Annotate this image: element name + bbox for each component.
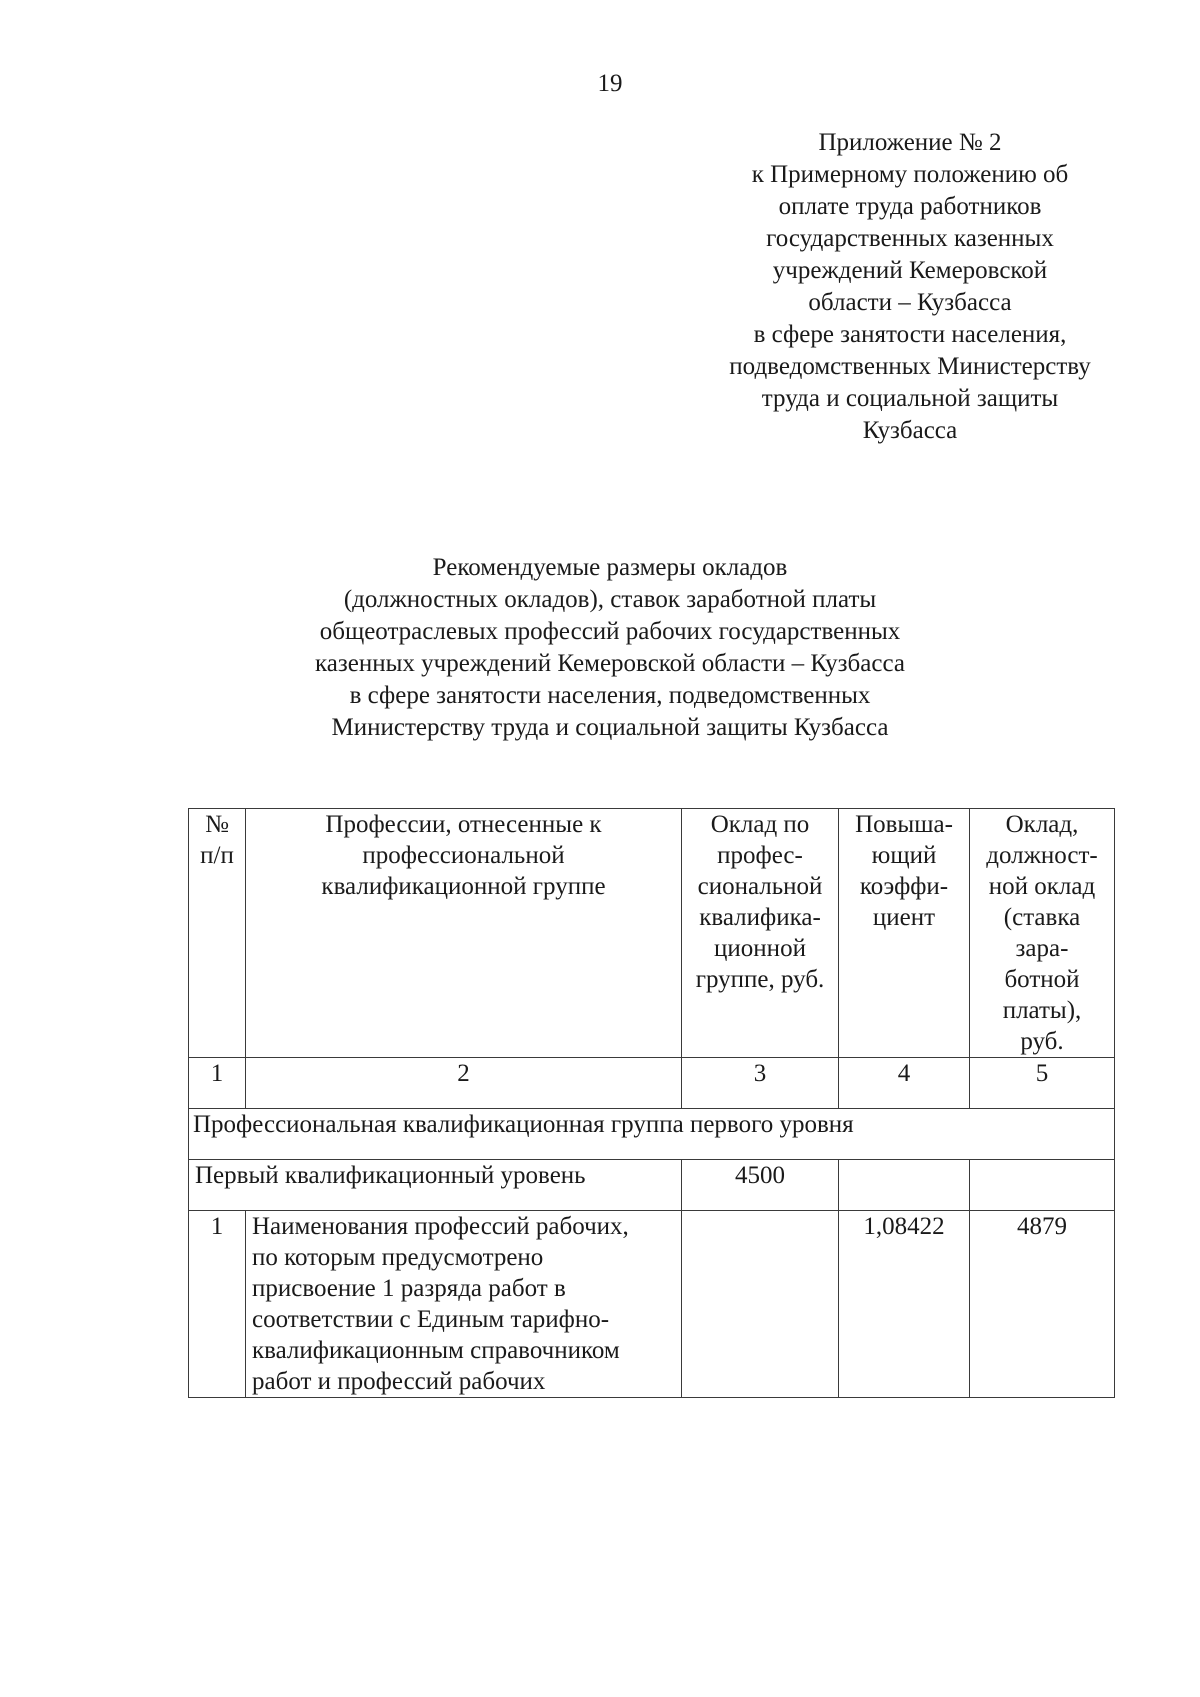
title-line: общеотраслевых профессий рабочих государственных — [319, 618, 901, 645]
group-title: Профессиональная квалификационная группа первого уровня — [189, 1109, 1115, 1160]
appendix-line: учреждений Кемеровской — [772, 257, 1048, 284]
appendix-header — [700, 127, 1120, 447]
title-line: Рекомендуемые размеры окладов — [432, 554, 788, 581]
title-line: Министерству труда и социальной защиты Кузбасса — [331, 714, 889, 741]
group-row — [189, 1109, 1115, 1160]
appendix-line: Приложение № 2 — [818, 129, 1002, 156]
table-header-row — [189, 809, 1115, 1058]
header-profession: Профессии, отнесенные к профессиональной квалификационной группе — [246, 809, 682, 1058]
appendix-line: государственных казенных — [766, 225, 1054, 252]
salary-table — [188, 808, 1115, 1398]
level-base-salary: 4500 — [682, 1160, 839, 1211]
column-number: 2 — [246, 1058, 682, 1109]
header-base-salary: Оклад по профес- сиональной квалифика- ционной группе, руб. — [682, 809, 839, 1058]
level-coefficient — [839, 1160, 970, 1211]
page-number: 19 — [597, 70, 623, 97]
row-profession: Наименования профессий рабочих, по которым предусмотрено присвоение 1 разряда работ в соответствии с Единым тарифно- квалификационным справочником работ и профессий рабочих — [246, 1211, 682, 1398]
header-salary: Оклад, должност- ной оклад (ставка зара- ботной платы), руб. — [970, 809, 1115, 1058]
column-number: 1 — [189, 1058, 246, 1109]
document-title — [200, 552, 1020, 744]
column-number: 3 — [682, 1058, 839, 1109]
appendix-line: в сфере занятости населения, — [753, 321, 1067, 348]
level-name: Первый квалификационный уровень — [189, 1160, 682, 1211]
header-coefficient: Повыша- ющий коэффи- циент — [839, 809, 970, 1058]
appendix-line: области – Кузбасса — [808, 289, 1012, 316]
row-coefficient: 1,08422 — [839, 1211, 970, 1398]
row-salary: 4879 — [970, 1211, 1115, 1398]
appendix-line: Кузбасса — [862, 417, 958, 444]
row-number: 1 — [189, 1211, 246, 1398]
column-numbers-row — [189, 1058, 1115, 1109]
title-line: в сфере занятости населения, подведомственных — [349, 682, 871, 709]
title-line: казенных учреждений Кемеровской области – Кузбасса — [315, 650, 905, 677]
column-number: 4 — [839, 1058, 970, 1109]
appendix-line: оплате труда работников — [778, 193, 1042, 220]
appendix-line: подведомственных Министерству — [729, 353, 1091, 380]
header-number: № п/п — [189, 809, 246, 1058]
appendix-line: к Примерному положению об — [751, 161, 1069, 188]
row-base-salary — [682, 1211, 839, 1398]
column-number: 5 — [970, 1058, 1115, 1109]
appendix-line: труда и социальной защиты — [761, 385, 1059, 412]
title-line: (должностных окладов), ставок заработной платы — [343, 586, 877, 613]
level-row — [189, 1160, 1115, 1211]
level-salary — [970, 1160, 1115, 1211]
table-row — [189, 1211, 1115, 1398]
